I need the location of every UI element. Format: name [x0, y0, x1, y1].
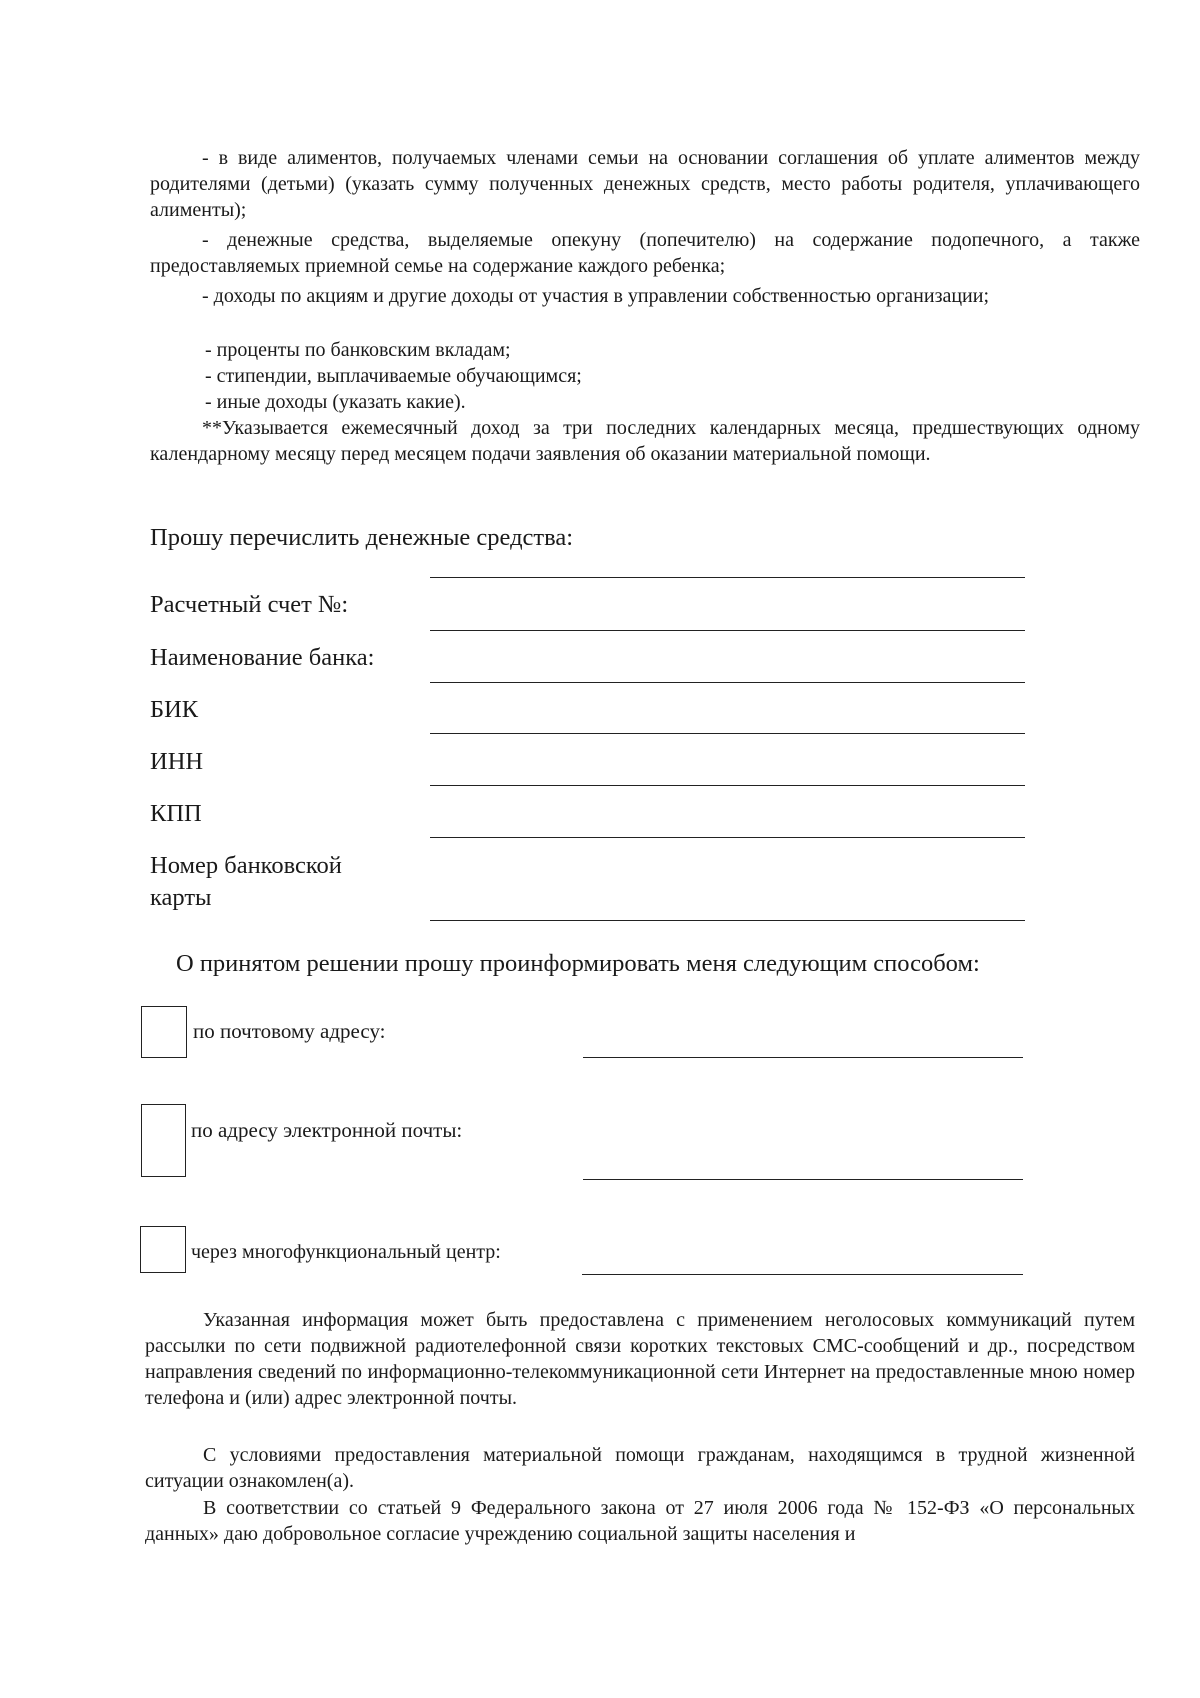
transfer-heading-underline [430, 577, 1025, 578]
bank-card-label: Номер банковской карты [150, 852, 342, 911]
postal-address-field[interactable] [583, 1057, 1023, 1058]
bik-label: БИК [150, 696, 199, 723]
transfer-heading: Прошу перечислить денежные средства: [150, 524, 574, 551]
mfc-label: через многофункциональный центр: [191, 1241, 501, 1263]
bank-name-field[interactable] [430, 682, 1025, 683]
inn-label: ИНН [150, 748, 204, 775]
conditions-paragraph: С условиями предоставления материальной помощи гражданам, находящимся в трудной жизненной ситуации ознакомлен(а). [145, 1444, 1135, 1492]
bank-card-field[interactable] [430, 920, 1025, 921]
mfc-checkbox[interactable] [140, 1226, 186, 1273]
email-field[interactable] [583, 1179, 1023, 1180]
income-note-bank-interest: - проценты по банковским вкладам; [205, 339, 511, 361]
kpp-field[interactable] [430, 837, 1025, 838]
postal-address-checkbox[interactable] [141, 1006, 187, 1058]
income-footnote: **Указывается ежемесячный доход за три последних календарных месяца, предшествующих одному календарному месяцу перед месяцем подачи заявления об оказании материальной помощи. [150, 417, 1140, 465]
income-note-guardian-funds: - денежные средства, выделяемые опекуну (попечителю) на содержание подопечного, а также предоставляемых приемной семье на содержание каждого ребенка; [150, 229, 1140, 277]
postal-address-label: по почтовому адресу: [193, 1019, 386, 1043]
mfc-field[interactable] [582, 1274, 1023, 1275]
income-note-other: - иные доходы (указать какие). [205, 391, 466, 413]
law-paragraph: В соответствии со статьей 9 Федерального закона от 27 июля 2006 года № 152-ФЗ «О персональных данных» даю добровольное согласие учреждению социальной защиты населения и [145, 1497, 1135, 1545]
notification-heading: О принятом решении прошу проинформировать меня следующим способом: [176, 950, 980, 977]
inn-field[interactable] [430, 785, 1025, 786]
email-checkbox[interactable] [141, 1104, 186, 1177]
bik-field[interactable] [430, 733, 1025, 734]
income-note-shares: - доходы по акциям и другие доходы от участия в управлении собственностью организации; [202, 285, 990, 307]
income-note-scholarships: - стипендии, выплачиваемые обучающимся; [205, 365, 582, 387]
account-number-label: Расчетный счет №: [150, 591, 349, 618]
account-number-field[interactable] [430, 630, 1025, 631]
bank-name-label: Наименование банка: [150, 644, 375, 671]
kpp-label: КПП [150, 800, 202, 827]
info-paragraph: Указанная информация может быть предоставлена с применением неголосовых коммуникаций путем рассылки по сети подвижной радиотелефонной связи коротких текстовых СМС-сообщений и др., посредством направления сведений по информационно-телекоммуникационной сети Интернет на предоставленные мною номер телефона и (или) адрес электронной почты. [145, 1309, 1135, 1409]
income-note-alimony: - в виде алиментов, получаемых членами семьи на основании соглашения об уплате алиментов между родителями (детьми) (указать сумму полученных денежных средств, место работы родителя, уплачивающего алименты); [150, 147, 1140, 221]
email-label: по адресу электронной почты: [191, 1118, 463, 1142]
